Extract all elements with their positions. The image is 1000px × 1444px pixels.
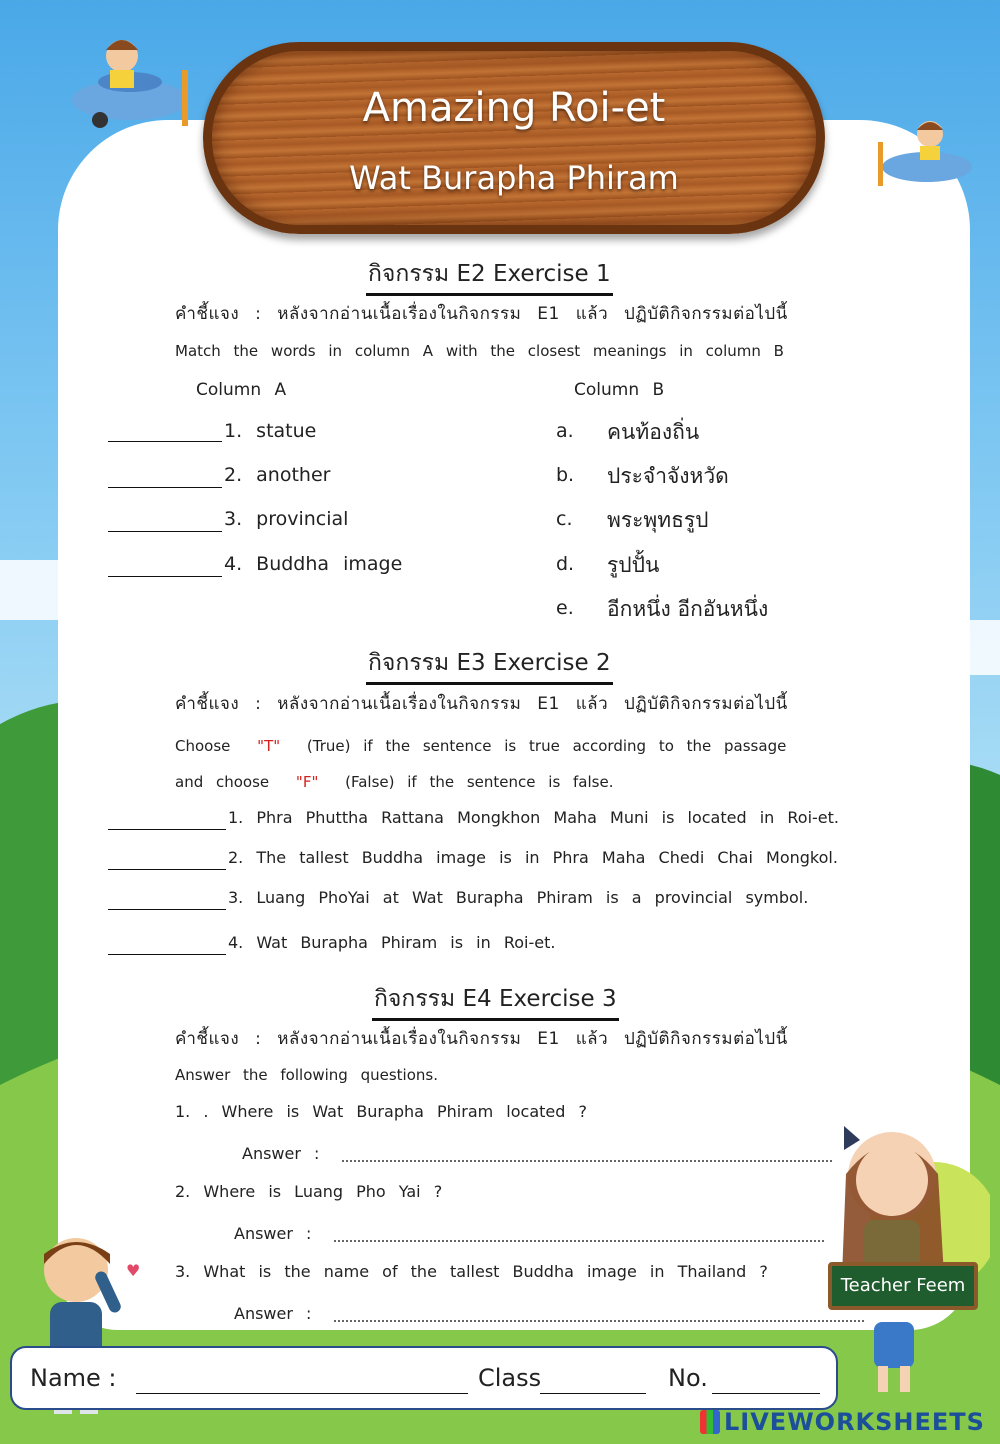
answer-label: Answer :	[242, 1144, 320, 1163]
name-label: Name :	[30, 1364, 117, 1392]
column-b-item: พระพุทธรูป	[607, 508, 709, 532]
exercise2-instruction-line1: Choose "T" (True) if the sentence is true according to the passage	[175, 737, 787, 755]
liveworksheets-mark-icon	[700, 1410, 720, 1434]
statement-item: 4. Wat Burapha Phiram is in Roi-et.	[228, 933, 556, 952]
column-b-item: ประจำจังหวัด	[607, 464, 729, 488]
answer-blank[interactable]	[108, 868, 226, 870]
column-a-item: 4. Buddha image	[224, 553, 403, 575]
exercise1-instruction-en: Match the words in column A with the closest meanings in column B	[175, 342, 784, 360]
statement-item: 1. Phra Phuttha Rattana Mongkhon Maha Muni is located in Roi-et.	[228, 808, 839, 827]
column-b-item: คนท้องถิ่น	[607, 420, 700, 444]
column-b-letter: e.	[556, 597, 574, 619]
exercise2-instruction-th: คำชี้แจง : หลังจากอ่านเนื้อเรื่องในกิจกรรม E1 แล้ว ปฏิบัติกิจกรรมต่อไปนี้	[175, 694, 788, 714]
column-a-item: 1. statue	[224, 420, 317, 442]
answer-blank[interactable]	[108, 575, 222, 577]
name-input[interactable]	[136, 1392, 468, 1394]
answer-label: Answer :	[234, 1224, 312, 1243]
answer-line[interactable]	[342, 1160, 832, 1162]
liveworksheets-logo[interactable]: LIVEWORKSHEETS	[700, 1408, 985, 1436]
answer-blank[interactable]	[108, 908, 226, 910]
answer-line[interactable]	[334, 1320, 864, 1322]
statement-item: 3. Luang PhoYai at Wat Burapha Phiram is a provincial symbol.	[228, 888, 809, 907]
column-b-letter: c.	[556, 508, 573, 530]
class-input[interactable]	[540, 1392, 646, 1394]
question-item: 2. Where is Luang Pho Yai ?	[175, 1182, 443, 1201]
class-label: Class	[478, 1364, 542, 1392]
number-label: No.	[668, 1364, 708, 1392]
page-title: Amazing Roi-et	[362, 85, 666, 131]
exercise1-heading: กิจกรรม E2 Exercise 1	[366, 256, 613, 296]
title-sign	[203, 42, 825, 234]
column-a-label: Column A	[196, 380, 287, 400]
answer-blank[interactable]	[108, 486, 222, 488]
exercise3-heading: กิจกรรม E4 Exercise 3	[372, 981, 619, 1021]
false-marker: "F"	[295, 773, 319, 791]
statement-item: 2. The tallest Buddha image is in Phra Maha Chedi Chai Mongkol.	[228, 848, 838, 867]
teacher-sign: Teacher Feem	[828, 1262, 978, 1310]
answer-blank[interactable]	[108, 953, 226, 955]
column-b-item: อีกหนึ่ง อีกอันหนึ่ง	[607, 597, 769, 621]
answer-blank[interactable]	[108, 440, 222, 442]
answer-blank[interactable]	[108, 828, 226, 830]
question-item: 1. . Where is Wat Burapha Phiram located ?	[175, 1102, 587, 1121]
student-info-box	[10, 1346, 838, 1410]
svg-text:♥: ♥	[126, 1261, 141, 1280]
true-marker: "T"	[257, 737, 281, 755]
teacher-character-icon	[814, 1116, 990, 1396]
exercise1-instruction-th: คำชี้แจง : หลังจากอ่านเนื้อเรื่องในกิจกรรม E1 แล้ว ปฏิบัติกิจกรรมต่อไปนี้	[175, 304, 788, 324]
column-b-letter: d.	[556, 553, 575, 575]
answer-blank[interactable]	[108, 530, 222, 532]
column-b-letter: a.	[556, 420, 574, 442]
airplane-boy-icon	[872, 112, 982, 192]
column-b-letter: b.	[556, 464, 575, 486]
column-b-label: Column B	[574, 380, 665, 400]
exercise3-instruction-en: Answer the following questions.	[175, 1066, 438, 1084]
exercise2-heading: กิจกรรม E3 Exercise 2	[366, 645, 613, 685]
column-a-item: 3. provincial	[224, 508, 349, 530]
airplane-boy-icon	[60, 20, 200, 140]
page-subtitle: Wat Burapha Phiram	[349, 159, 679, 197]
column-a-item: 2. another	[224, 464, 331, 486]
question-item: 3. What is the name of the tallest Buddha image in Thailand ?	[175, 1262, 768, 1281]
number-input[interactable]	[712, 1392, 820, 1394]
exercise3-instruction-th: คำชี้แจง : หลังจากอ่านเนื้อเรื่องในกิจกรรม E1 แล้ว ปฏิบัติกิจกรรมต่อไปนี้	[175, 1029, 788, 1049]
answer-label: Answer :	[234, 1304, 312, 1323]
column-b-item: รูปปั้น	[607, 553, 660, 577]
answer-line[interactable]	[334, 1240, 824, 1242]
exercise2-instruction-line2: and choose "F" (False) if the sentence is false.	[175, 773, 614, 791]
